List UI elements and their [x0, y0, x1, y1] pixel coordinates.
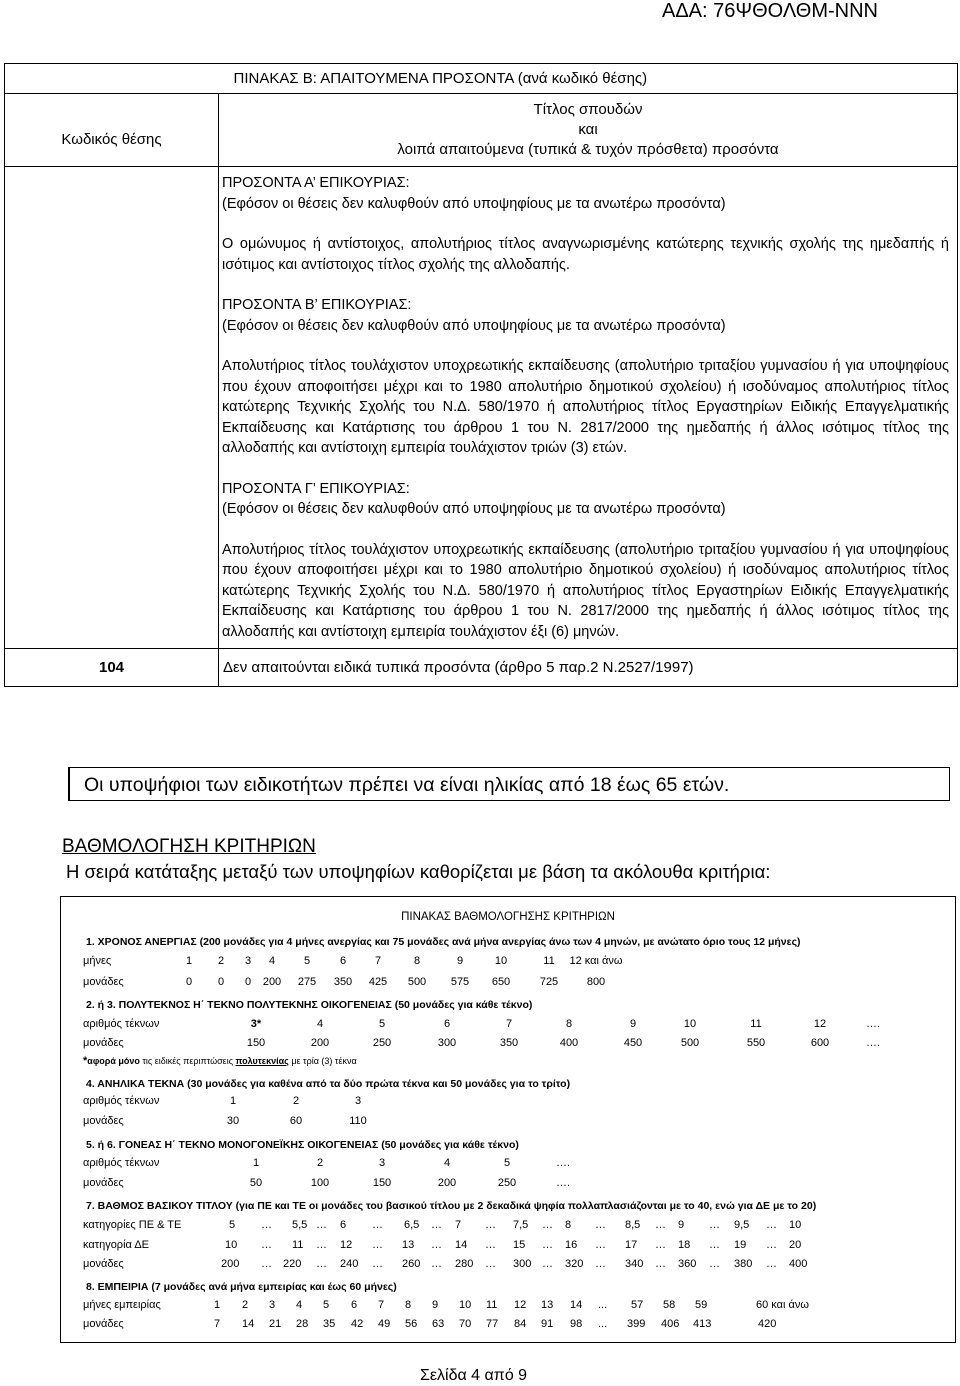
- b-condition: (Εφόσον οι θέσεις δεν καλυφθούν από υποψηφίους με τα ανωτέρω προσόντα): [222, 317, 726, 334]
- score-cell: 91: [541, 1318, 554, 1330]
- score-cell: 11: [292, 1239, 304, 1251]
- score-cell: 600: [810, 1037, 830, 1049]
- section-single-parent: 5. ή 6. ΓΟΝΕΑΣ Η΄ ΤΕΚΝΟ ΜΟΝΟΓΟΝΕΪΚΗΣ ΟΙΚΟΓΕΝΕΙΑΣ (50 μονάδες για κάθε τέκνο): [86, 1139, 519, 1151]
- score-cell: 7: [455, 1219, 462, 1231]
- score-cell: 420: [758, 1318, 777, 1330]
- score-cell: …: [655, 1239, 666, 1251]
- score-cell: 3*: [250, 1018, 262, 1030]
- score-cell: 4: [296, 1299, 303, 1311]
- score-cell: 200: [437, 1177, 457, 1189]
- score-cell: 150: [372, 1177, 392, 1189]
- score-cell: 9: [456, 955, 464, 967]
- score-cell: …: [542, 1258, 553, 1270]
- scoring-title: ΒΑΘΜΟΛΟΓΗΣΗ ΚΡΙΤΗΡΙΩΝ: [62, 836, 316, 857]
- section-unemployment: 1. ΧΡΟΝΟΣ ΑΝΕΡΓΙΑΣ (200 μονάδες για 4 μήνες ανεργίας και 75 μονάδες ανά μήνα ανεργίας άνω των 4 μηνών, με ανώτατο όριο τους 12 μήνες): [86, 936, 801, 948]
- score-cell: 60: [289, 1115, 303, 1127]
- a-condition: (Εφόσον οι θέσεις δεν καλυφθούν από υποψηφίους με τα ανωτέρω προσόντα): [222, 195, 726, 212]
- score-cell: …: [595, 1258, 606, 1270]
- score-cell: 11: [543, 955, 555, 967]
- score-cell: 1: [185, 955, 193, 967]
- score-cell: 16: [565, 1239, 578, 1251]
- score-cell: 500: [407, 976, 427, 988]
- score-cell: ….: [865, 1037, 881, 1049]
- score-cell: 2: [292, 1095, 300, 1107]
- score-cell: 8: [405, 1299, 412, 1311]
- row-label: μήνες: [83, 955, 112, 967]
- score-cell: 84: [514, 1318, 527, 1330]
- score-cell: 11: [486, 1299, 498, 1311]
- note-only: αφορά μόνο: [87, 1056, 140, 1066]
- section-degree-grade: 7. ΒΑΘΜΟΣ ΒΑΣΙΚΟΥ ΤΙΤΛΟΥ (για ΠΕ και ΤΕ οι μονάδες του βασικού τίτλου με 2 δεκαδικά ψηφία πολλαπλασιάζονται με το 40, ενώ για ΔΕ με το 20): [86, 1200, 817, 1212]
- score-cell: 575: [450, 976, 470, 988]
- score-cell: 7: [505, 1018, 513, 1030]
- score-cell: 8: [565, 1219, 572, 1231]
- score-cell: 0: [244, 976, 252, 988]
- score-cell: 9: [432, 1299, 439, 1311]
- score-cell: 220: [283, 1258, 302, 1270]
- score-cell: 340: [625, 1258, 644, 1270]
- score-cell: …: [542, 1239, 553, 1251]
- score-cell: …: [261, 1258, 272, 1270]
- score-cell: 3: [354, 1095, 362, 1107]
- score-cell: 500: [680, 1037, 700, 1049]
- score-cell: 12 και άνω: [569, 955, 623, 967]
- section-minor-children: 4. ΑΝΗΛΙΚΑ ΤΕΚΝΑ (30 μονάδες για καθένα από τα δύο πρώτα τέκνα και 50 μονάδες για το τρίτο): [86, 1078, 571, 1090]
- section-large-family: 2. ή 3. ΠΟΛΥΤΕΚΝΟΣ Η΄ ΤΕΚΝΟ ΠΟΛΥΤΕΚΝΗΣ ΟΙΚΟΓΕΝΕΙΑΣ (50 μονάδες για κάθε τέκνο): [86, 999, 533, 1011]
- score-cell: ….: [865, 1018, 881, 1030]
- score-cell: 5: [503, 1157, 511, 1169]
- score-cell: 725: [539, 976, 559, 988]
- score-cell: 200: [221, 1258, 240, 1270]
- study-header-line2: και: [578, 121, 598, 138]
- score-cell: …: [655, 1219, 666, 1231]
- score-cell: 15: [513, 1239, 526, 1251]
- score-cell: …: [542, 1219, 553, 1231]
- score-cell: 4: [443, 1157, 451, 1169]
- position-requirements: Δεν απαιτούνται ειδικά τυπικά προσόντα (άρθρο 5 παρ.2 Ν.2527/1997): [219, 649, 958, 687]
- score-cell: 63: [432, 1318, 445, 1330]
- score-cell: 42: [351, 1318, 364, 1330]
- score-cell: …: [431, 1219, 442, 1231]
- score-cell: 10: [494, 955, 508, 967]
- score-cell: 406: [661, 1318, 680, 1330]
- score-cell: 10: [683, 1018, 697, 1030]
- score-cell: 19: [734, 1239, 747, 1251]
- score-cell: …: [766, 1239, 777, 1251]
- score-cell: …: [485, 1239, 496, 1251]
- score-cell: 7: [214, 1318, 221, 1330]
- score-cell: 7,5: [513, 1219, 529, 1231]
- score-cell: 18: [678, 1239, 691, 1251]
- note-polytekneia: πολυτεκνίας: [235, 1056, 289, 1066]
- score-cell: 5: [303, 955, 311, 967]
- score-cell: ...: [598, 1299, 608, 1311]
- score-cell: 50: [249, 1177, 263, 1189]
- score-cell: 200: [310, 1037, 330, 1049]
- row-label: κατηγορία ΔΕ: [83, 1239, 149, 1251]
- position-code: 104: [5, 649, 219, 687]
- score-cell: 7: [378, 1299, 385, 1311]
- score-cell: 14: [242, 1318, 255, 1330]
- score-cell: 110: [349, 1115, 367, 1127]
- score-cell: 0: [217, 976, 225, 988]
- score-cell: 350: [333, 976, 353, 988]
- score-cell: 6: [339, 955, 347, 967]
- row-label: μονάδες: [83, 1318, 124, 1330]
- score-cell: 20: [789, 1239, 802, 1251]
- note-large-family: [83, 1055, 357, 1067]
- scoring-table: [60, 896, 956, 1343]
- score-cell: 8: [413, 955, 421, 967]
- score-cell: 1: [214, 1299, 221, 1311]
- score-cell: 9: [629, 1018, 637, 1030]
- row-label: μονάδες: [83, 976, 124, 988]
- score-cell: …: [766, 1219, 777, 1231]
- scoring-table-title: ΠΙΝΑΚΑΣ ΒΑΘΜΟΛΟΓΗΣΗΣ ΚΡΙΤΗΡΙΩΝ: [401, 911, 615, 923]
- score-cell: …: [485, 1258, 496, 1270]
- b-text: Απολυτήριος τίτλος τουλάχιστον υποχρεωτικής εκπαίδευσης (απολυτήριο τριταξίου γυμνασίου ή για υποψηφίους που έχουν αποφοιτήσει μέχρι και το 1980 απολυτήριο δημοτικού σχολείου) ή ισοδύναμος απολυτήριος τίτλος κατώτερης Τεχνικής Σχολής του Ν.Δ. 580/1970 ή απολυτήριος τίτλος Εργαστηρίων Ειδικής Επαγγελματικής Εκπαίδευσης και Κατάρτισης του άρθρου 1 του Ν. 2817/2000 της ημεδαπής ή άλλος ισότιμος τίτλος της αλλοδαπής και αντίστοιχη εμπειρία τουλάχιστον τριών (3) ετών.: [222, 358, 949, 456]
- code-column-header: Κωδικός θέσης: [5, 94, 219, 167]
- score-cell: 6: [443, 1018, 451, 1030]
- ada-header: ΑΔΑ: 76ΨΘΟΛΘΜ-ΝΝΝ: [661, 0, 878, 22]
- score-cell: ….: [555, 1177, 571, 1189]
- scoring-subtitle: Η σειρά κατάταξης μεταξύ των υποψηφίων καθορίζεται με βάση τα ακόλουθα κριτήρια:: [66, 861, 771, 882]
- score-cell: 21: [269, 1318, 282, 1330]
- score-cell: 12: [514, 1299, 527, 1311]
- age-note: Οι υποψήφιοι των ειδικοτήτων πρέπει να είναι ηλικίας από 18 έως 65 ετών.: [68, 767, 950, 801]
- score-cell: 360: [678, 1258, 697, 1270]
- score-cell: …: [709, 1258, 720, 1270]
- score-cell: 56: [405, 1318, 418, 1330]
- score-cell: 6: [351, 1299, 358, 1311]
- score-cell: …: [709, 1219, 720, 1231]
- score-cell: 3: [269, 1299, 276, 1311]
- row-label: αριθμός τέκνων: [83, 1018, 160, 1030]
- score-cell: 7: [374, 955, 382, 967]
- a-text: Ο ομώνυμος ή αντίστοιχος, απολυτήριος τίτλος αναγνωρισμένης κατώτερης τεχνικής σχολής της ημεδαπής ή ισότιμος και αντίστοιχος τίτλος σχολής της αλλοδαπής.: [222, 236, 949, 273]
- score-cell: 2: [217, 955, 225, 967]
- score-cell: 11: [750, 1018, 762, 1030]
- score-cell: 450: [623, 1037, 643, 1049]
- score-cell: 413: [693, 1318, 712, 1330]
- score-cell: 150: [246, 1037, 266, 1049]
- row-label: κατηγορίες ΠΕ & ΤΕ: [83, 1219, 182, 1231]
- requirements-table: [4, 63, 958, 687]
- note-cases: τις ειδικές περιπτώσεις: [139, 1056, 236, 1066]
- score-cell: 650: [491, 976, 511, 988]
- score-cell: 14: [570, 1299, 583, 1311]
- score-cell: 60 και άνω: [756, 1299, 809, 1311]
- row-label: αριθμός τέκνων: [83, 1095, 160, 1107]
- a-heading: ΠΡΟΣΟΝΤΑ Α’ ΕΠΙΚΟΥΡΙΑΣ:: [222, 175, 410, 191]
- score-cell: 400: [789, 1258, 808, 1270]
- score-cell: 28: [296, 1318, 309, 1330]
- score-cell: …: [316, 1239, 327, 1251]
- score-cell: 6: [340, 1219, 347, 1231]
- row-label: μονάδες: [83, 1037, 124, 1049]
- row-label: μονάδες: [83, 1177, 124, 1189]
- score-cell: …: [431, 1258, 442, 1270]
- table-title: ΠΙΝΑΚΑΣ Β: ΑΠΑΙΤΟΥΜΕΝΑ ΠΡΟΣΟΝΤΑ (ανά κωδικό θέσης): [219, 64, 958, 94]
- score-cell: 320: [565, 1258, 584, 1270]
- score-cell: …: [595, 1219, 606, 1231]
- score-cell: 250: [372, 1037, 392, 1049]
- score-cell: 5: [378, 1018, 386, 1030]
- score-cell: …: [372, 1258, 383, 1270]
- score-cell: …: [485, 1219, 496, 1231]
- score-cell: 1: [229, 1095, 237, 1107]
- b-heading: ΠΡΟΣΟΝΤΑ Β’ ΕΠΙΚΟΥΡΙΑΣ:: [222, 297, 412, 313]
- row-label: αριθμός τέκνων: [83, 1157, 160, 1169]
- score-cell: 275: [297, 976, 317, 988]
- score-cell: 4: [268, 955, 276, 967]
- score-cell: …: [261, 1239, 272, 1251]
- study-header-line3: λοιπά απαιτούμενα (τυπικά & τυχόν πρόσθετα) προσόντα: [397, 141, 779, 158]
- score-cell: 2: [242, 1299, 249, 1311]
- c-heading: ΠΡΟΣΟΝΤΑ Γ’ ΕΠΙΚΟΥΡΙΑΣ:: [222, 480, 410, 497]
- score-cell: 100: [310, 1177, 330, 1189]
- score-cell: 5: [229, 1219, 236, 1231]
- score-cell: 59: [695, 1299, 708, 1311]
- score-cell: 12: [340, 1239, 353, 1251]
- score-cell: 800: [586, 976, 606, 988]
- score-cell: …: [372, 1239, 383, 1251]
- score-cell: 380: [734, 1258, 753, 1270]
- score-cell: 58: [663, 1299, 676, 1311]
- score-cell: 30: [226, 1115, 240, 1127]
- score-cell: 200: [262, 976, 282, 988]
- score-cell: 5,5: [292, 1219, 308, 1231]
- score-cell: 8,5: [625, 1219, 641, 1231]
- score-cell: 70: [459, 1318, 472, 1330]
- row-label: μήνες εμπειρίας: [83, 1299, 161, 1311]
- c-condition: (Εφόσον οι θέσεις δεν καλυφθούν από υποψηφίους με τα ανωτέρω προσόντα): [222, 501, 726, 517]
- score-cell: …: [766, 1258, 777, 1270]
- score-cell: 6,5: [404, 1219, 420, 1231]
- score-cell: 4: [316, 1018, 324, 1030]
- score-cell: …: [431, 1239, 442, 1251]
- score-cell: 399: [627, 1318, 646, 1330]
- score-cell: 0: [185, 976, 193, 988]
- c-text: Απολυτήριος τίτλος τουλάχιστον υποχρεωτικής εκπαίδευσης (απολυτήριο τριταξίου γυμνασίου ή για υποψηφίους που έχουν αποφοιτήσει μέχρι και το 1980 απολυτήριο δημοτικού σχολείου) ή ισοδύναμος απολυτήριος τίτλος κατώτερης Τεχνικής Σχολής του Ν.Δ. 580/1970 ή απολυτήριος τίτλος Εργαστηρίων Ειδικής Επαγγελματικής Εκπαίδευσης και Κατάρτισης του άρθρου 1 του Ν. 2817/2000 της ημεδαπής ή άλλος ισότιμος τίτλος της αλλοδαπής και αντίστοιχη εμπειρία τουλάχιστον έξι (6) μηνών.: [222, 541, 949, 640]
- score-cell: 280: [455, 1258, 474, 1270]
- score-cell: 13: [541, 1299, 554, 1311]
- score-cell: 10: [789, 1219, 802, 1231]
- score-cell: 400: [559, 1037, 579, 1049]
- score-cell: 300: [513, 1258, 532, 1270]
- score-cell: …: [595, 1239, 606, 1251]
- note-three-children: με τρία (3) τέκνα: [288, 1056, 357, 1066]
- score-cell: 300: [437, 1037, 457, 1049]
- score-cell: 250: [497, 1177, 517, 1189]
- score-cell: 350: [499, 1037, 519, 1049]
- score-cell: …: [709, 1239, 720, 1251]
- score-cell: 14: [455, 1239, 468, 1251]
- score-cell: …: [261, 1219, 272, 1231]
- score-cell: ….: [555, 1157, 571, 1169]
- section-experience: 8. ΕΜΠΕΙΡΙΑ (7 μονάδες ανά μήνα εμπειρίας και έως 60 μήνες): [86, 1281, 397, 1293]
- score-cell: 1: [252, 1157, 260, 1169]
- score-cell: 550: [746, 1037, 766, 1049]
- score-cell: 3: [378, 1157, 386, 1169]
- score-cell: 13: [402, 1239, 415, 1251]
- row-label: μονάδες: [83, 1115, 124, 1127]
- score-cell: …: [372, 1219, 383, 1231]
- score-cell: …: [316, 1258, 327, 1270]
- score-cell: 57: [631, 1299, 644, 1311]
- score-cell: 10: [459, 1299, 472, 1311]
- score-cell: 35: [323, 1318, 336, 1330]
- score-cell: 10: [225, 1239, 238, 1251]
- row-label: μονάδες: [83, 1258, 124, 1270]
- score-cell: 240: [340, 1258, 359, 1270]
- page-number: Σελίδα 4 από 9: [420, 1367, 528, 1384]
- score-cell: 17: [625, 1239, 638, 1251]
- score-cell: 12: [813, 1018, 827, 1030]
- score-cell: 9,5: [734, 1219, 750, 1231]
- score-cell: 5: [323, 1299, 330, 1311]
- score-cell: 9: [678, 1219, 685, 1231]
- score-cell: ...: [598, 1318, 608, 1330]
- score-cell: …: [316, 1219, 327, 1231]
- score-cell: 8: [565, 1018, 573, 1030]
- score-cell: 2: [316, 1157, 324, 1169]
- study-column-header: [219, 94, 958, 167]
- study-header-line1: Τίτλος σπουδών: [533, 101, 643, 118]
- note-star: *: [83, 1055, 88, 1067]
- score-cell: 98: [570, 1318, 583, 1330]
- score-cell: 49: [378, 1318, 391, 1330]
- score-cell: 3: [244, 955, 252, 967]
- score-cell: …: [655, 1258, 666, 1270]
- qualifications-body: [219, 167, 958, 649]
- score-cell: 77: [486, 1318, 499, 1330]
- score-cell: 260: [402, 1258, 421, 1270]
- score-cell: 425: [368, 976, 388, 988]
